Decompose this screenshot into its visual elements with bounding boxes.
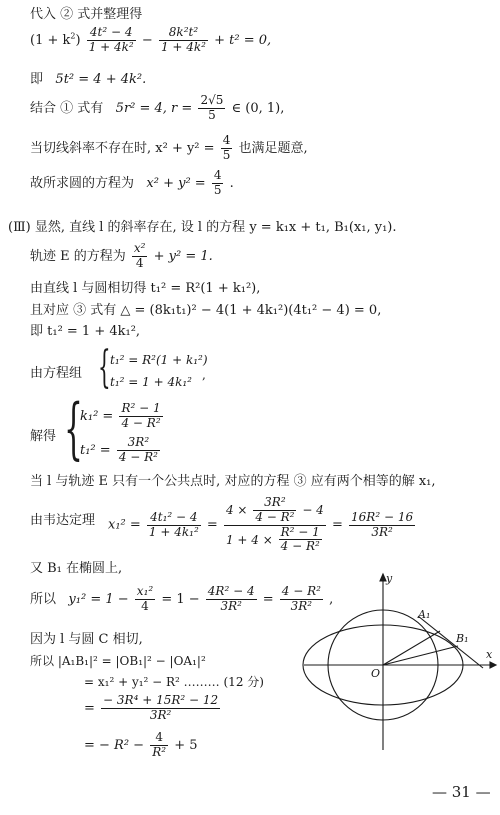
equation-line: = $\frac{\text{− 3R⁴ + 15R² − 12}}{\text{3R²}}$ bbox=[84, 693, 219, 722]
text-line: 由直线 l 与圆相切得 t₁² = R²(1 + k₁²), bbox=[30, 281, 261, 296]
text-line: 且对应 ③ 式有 △ = (8k₁t₁)² − 4(1 + 4k₁²)(4t₁² − 4) = 0, bbox=[30, 303, 382, 318]
text-line: = x₁² + y₁² − R² ……… (12 分) bbox=[84, 675, 264, 689]
text-line: 因为 l 与圆 C 相切, bbox=[30, 632, 143, 647]
x-axis-arrow-icon bbox=[490, 662, 496, 668]
y-axis-label: y bbox=[386, 572, 393, 585]
equation-system: { k₁² = $\frac{\text{R² − 1}}{\text{4 − R²}}$ t₁² = $\frac{\text{3R²}}{\text{4 − R²}}$ bbox=[64, 390, 161, 467]
brace: { bbox=[64, 390, 83, 467]
equation-line: 即 5t² = 4 + 4k². bbox=[30, 72, 147, 87]
point-b1-label: B₁ bbox=[456, 632, 469, 645]
text-line: 即 t₁² = 1 + 4k₁², bbox=[30, 324, 141, 339]
text-line: 解得 bbox=[30, 429, 57, 444]
page-number: — 31 — bbox=[432, 783, 491, 801]
equation-line: 轨迹 E 的方程为 $\frac{\text{x²}}{4}$ + y² = 1. bbox=[30, 241, 213, 270]
equation-line: x₁² = $\frac{\text{4t₁² − 4}}{\text{1 + 4k₁²}}$ = 4 × $\frac{\text{3R²}}{\text{4 − R²}}$ − 4 1 + 4 × $\frac{\text{R² − 1}}{\text{4 − R²}}$ = $\frac{\text{16R² − 16}}{\text{3R²}}$ bbox=[108, 495, 414, 554]
text-line: 由韦达定理 bbox=[30, 513, 96, 528]
equation-line: $(1 + k^2)$ $\frac{\text{4t² − 4}}{\text{1 + 4k²}}$ − $\frac{\text{8k²t²}}{\text{1 + 4k²}}$ + t² = 0, bbox=[30, 25, 272, 54]
x-axis-label: x bbox=[486, 648, 493, 661]
point-a1-label: A₁ bbox=[418, 608, 431, 621]
equation-line: = − R² − $\frac{4}{\text{R²}}$ + 5 bbox=[84, 730, 198, 759]
tangent-line bbox=[418, 616, 483, 668]
brace: { bbox=[98, 342, 111, 393]
geometry-figure bbox=[300, 568, 500, 753]
text-line: (Ⅲ) 显然, 直线 l 的斜率存在, 设 l 的方程 y = k₁x + t₁, B₁(x₁, y₁). bbox=[8, 220, 397, 235]
text-line: 又 B₁ 在椭圆上, bbox=[30, 561, 123, 576]
text-line: 当 l 与轨迹 E 只有一个公共点时, 对应的方程 ③ 应有两个相等的解 x₁, bbox=[30, 474, 436, 489]
segment-ob1 bbox=[383, 646, 458, 665]
origin-label: O bbox=[371, 667, 381, 680]
segment-oa1 bbox=[383, 631, 440, 665]
text-line: 由方程组 bbox=[30, 366, 83, 381]
equation-line: 所以 y₁² = 1 − $\frac{\text{x₁²}}{4}$ = 1 − $\frac{\text{4R² − 4}}{\text{3R²}}$ = $\frac{\text{4 − R²}}{\text{3R²}}$ , bbox=[30, 584, 334, 613]
equation-line: 当切线斜率不存在时, x² + y² = $\frac{4}{5}$ 也满足题意, bbox=[30, 133, 308, 162]
text-line: 代入 ② 式并整理得 bbox=[30, 7, 143, 22]
equation-line: 故所求圆的方程为 x² + y² = $\frac{4}{5}$ . bbox=[30, 168, 234, 197]
equation-line: 结合 ① 式有 5r² = 4, r = $\frac{2√5}{5}$ ∈ (0, 1), bbox=[30, 93, 285, 122]
equation-system: { t₁² = R²(1 + k₁²) t₁² = 1 + 4k₁² , bbox=[98, 342, 208, 393]
text-line: 所以 |A₁B₁|² = |OB₁|² − |OA₁|² bbox=[30, 654, 206, 668]
